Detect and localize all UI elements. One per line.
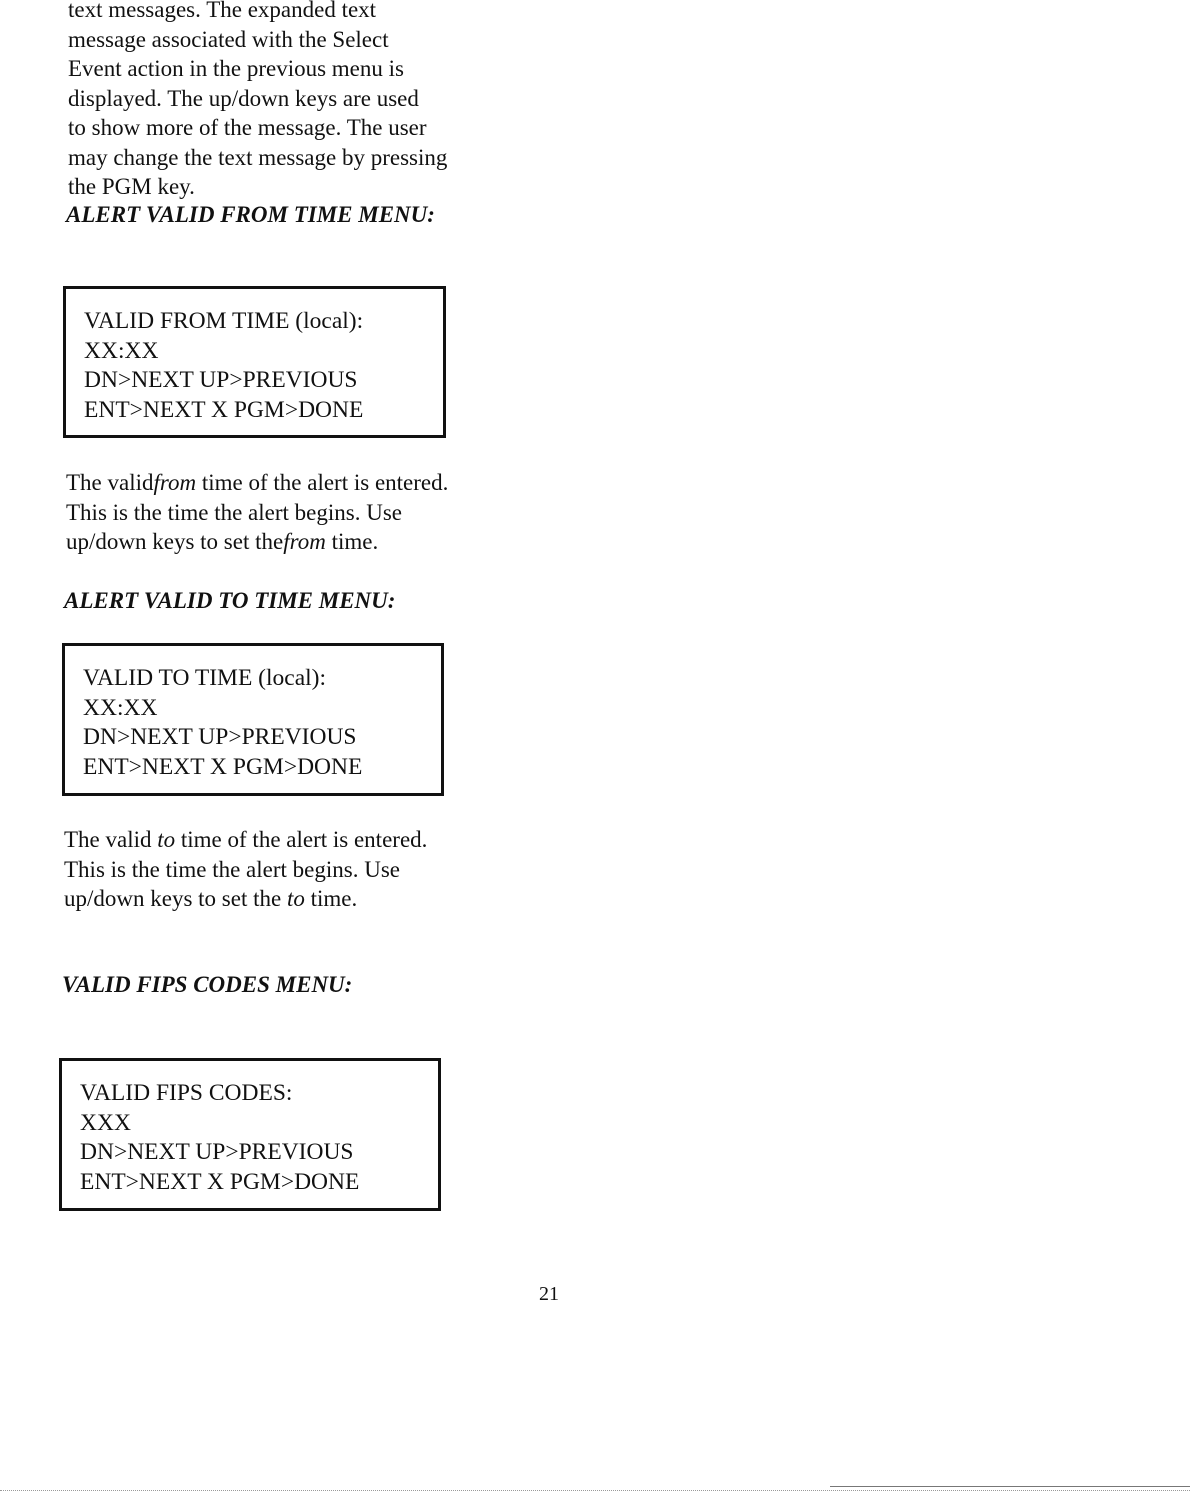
intro-line: may change the text message by pressing	[68, 144, 448, 170]
description-line: This is the time the alert begins. Use	[66, 499, 402, 525]
lcd-line: VALID FIPS CODES:	[80, 1080, 293, 1106]
lcd-line: VALID TO TIME (local):	[83, 665, 327, 691]
intro-line: displayed. The up/down keys are used	[68, 85, 419, 111]
section-heading-valid-to: ALERT VALID TO TIME MENU:	[64, 588, 396, 613]
lcd-line: XX:XX	[84, 337, 159, 364]
page-number: 21	[539, 1283, 559, 1305]
intro-line: the PGM key.	[68, 174, 195, 199]
lcd-line: DN>NEXT UP>PREVIOUS	[84, 367, 358, 393]
intro-line: text messages. The expanded text	[68, 0, 377, 22]
section-heading-fips-codes: VALID FIPS CODES MENU:	[62, 972, 353, 997]
lcd-line: XX:XX	[83, 694, 158, 721]
description-line: This is the time the alert begins. Use	[64, 856, 400, 882]
intro-line: message associated with the Select	[68, 26, 389, 52]
lcd-screen-valid-from	[63, 286, 446, 438]
lcd-line: DN>NEXT UP>PREVIOUS	[83, 724, 357, 750]
description-valid-from	[66, 468, 448, 557]
lcd-line: ENT>NEXT X PGM>DONE	[84, 396, 364, 423]
section-heading-valid-from: ALERT VALID FROM TIME MENU:	[66, 202, 435, 227]
intro-paragraph	[68, 0, 447, 202]
description-valid-to	[64, 825, 427, 914]
lcd-line: XXX	[80, 1109, 131, 1136]
lcd-line: VALID FROM TIME (local):	[84, 308, 364, 334]
description-line: The valid to time of the alert is entered.	[64, 827, 428, 852]
lcd-line: DN>NEXT UP>PREVIOUS	[80, 1139, 354, 1165]
lcd-screen-valid-to	[62, 643, 444, 796]
intro-line: to show more of the message. The user	[68, 115, 427, 140]
scan-edge-artifact	[830, 1486, 1190, 1489]
lcd-line: ENT>NEXT X PGM>DONE	[83, 753, 363, 780]
intro-line: Event action in the previous menu is	[68, 56, 404, 81]
description-line: up/down keys to set thefrom time.	[66, 529, 379, 554]
lcd-line: ENT>NEXT X PGM>DONE	[80, 1168, 360, 1195]
lcd-screen-fips-codes	[59, 1058, 441, 1211]
description-line: The validfrom time of the alert is entered.	[66, 470, 449, 495]
description-line: up/down keys to set the to time.	[64, 886, 358, 911]
